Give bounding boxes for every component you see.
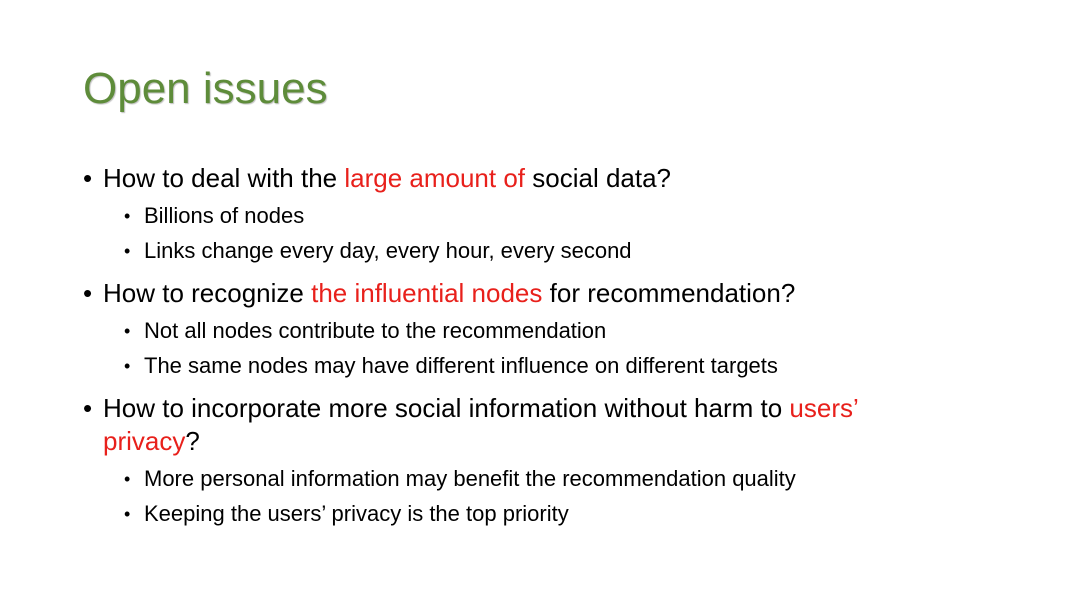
bullet-text-pre: How to deal with the <box>103 163 345 193</box>
sub-bullet-text: The same nodes may have different influence on different targets <box>144 353 778 378</box>
bullet-text-post: ? <box>185 426 200 456</box>
sub-bullet-item <box>124 351 983 380</box>
slide-body <box>83 162 983 534</box>
sub-bullet-text: More personal information may benefit the recommendation quality <box>144 466 796 491</box>
sub-bullet-item <box>124 316 983 345</box>
sub-bullet-text: Not all nodes contribute to the recommendation <box>144 318 607 343</box>
bullet-icon: • <box>83 278 93 308</box>
slide-title: Open issues <box>83 64 328 113</box>
bullet-item <box>83 162 983 195</box>
sub-bullet-text: Keeping the users’ privacy is the top priority <box>144 501 569 526</box>
sub-bullet-item <box>124 201 983 230</box>
bullet-text-highlight-2: privacy <box>103 426 186 456</box>
sub-bullet-item <box>124 464 983 493</box>
sub-bullet-icon: • <box>124 504 131 524</box>
bullet-icon: • <box>83 393 93 423</box>
bullet-line-1 <box>103 392 983 425</box>
bullet-text-post: for recommendation? <box>542 278 796 308</box>
bullet-text-highlight: the influential nodes <box>311 278 543 308</box>
bullet-text-post: social data? <box>525 163 672 193</box>
bullet-text-pre: How to incorporate more social information without harm to <box>103 393 790 423</box>
sub-bullet-item <box>124 499 983 528</box>
bullet-line-2 <box>103 425 983 458</box>
sub-bullet-icon: • <box>124 241 131 261</box>
bullet-text-highlight: large amount of <box>344 163 526 193</box>
sub-bullet-icon: • <box>124 321 131 341</box>
bullet-text-highlight: users’ <box>789 393 859 423</box>
sub-bullet-icon: • <box>124 356 131 376</box>
sub-bullet-item <box>124 236 983 265</box>
sub-bullet-icon: • <box>124 206 131 226</box>
bullet-text-pre: How to recognize <box>103 278 312 308</box>
bullet-item <box>83 277 983 310</box>
bullet-item <box>83 392 983 458</box>
sub-bullet-text: Links change every day, every hour, every second <box>144 238 632 263</box>
sub-bullet-icon: • <box>124 469 131 489</box>
bullet-icon: • <box>83 163 93 193</box>
sub-bullet-text: Billions of nodes <box>144 203 305 228</box>
